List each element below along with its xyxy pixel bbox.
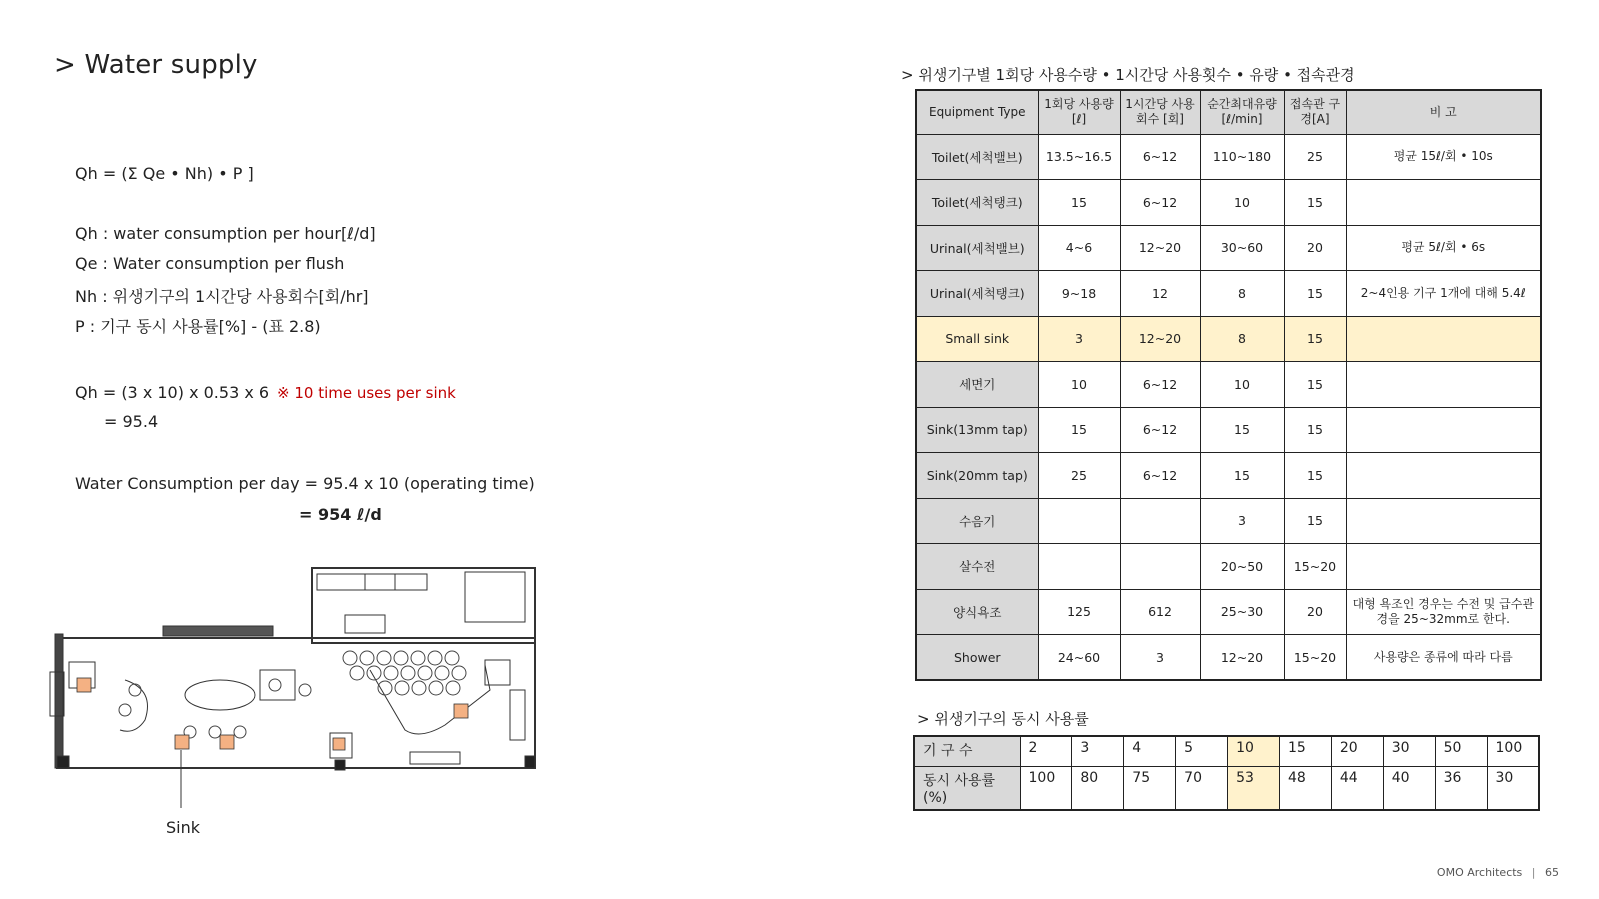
table-row <box>916 180 1541 226</box>
table-cell <box>1346 498 1541 544</box>
table-cell: 6~12 <box>1120 453 1200 499</box>
table-cell: Toilet(세척탱크) <box>916 180 1038 226</box>
table-cell: 20~50 <box>1200 544 1284 590</box>
table-cell: 8 <box>1200 316 1284 362</box>
table-cell: 15 <box>1284 180 1346 226</box>
table-cell: Shower <box>916 635 1038 681</box>
table-cell <box>1346 316 1541 362</box>
table-cell: 3 <box>1120 635 1200 681</box>
footer-divider: | <box>1531 866 1536 879</box>
rate-cell: 36 <box>1435 766 1487 810</box>
table-cell: 10 <box>1038 362 1120 408</box>
table-cell: Sink(13mm tap) <box>916 407 1038 453</box>
table-cell <box>1038 498 1120 544</box>
table-cell: 15 <box>1200 407 1284 453</box>
table-cell: 9~18 <box>1038 271 1120 317</box>
rate-cell: 70 <box>1176 766 1228 810</box>
table-row <box>916 589 1541 635</box>
table-cell: 10 <box>1200 180 1284 226</box>
count-cell: 15 <box>1279 736 1331 766</box>
rate-cell: 44 <box>1331 766 1383 810</box>
calc-note: ※ 10 time uses per sink <box>277 384 456 402</box>
table-header-row <box>916 90 1541 134</box>
table-cell: 세면기 <box>916 362 1038 408</box>
table-cell: 8 <box>1200 271 1284 317</box>
page-footer <box>1437 866 1559 879</box>
header-cell: 비 고 <box>1346 90 1541 134</box>
count-cell: 50 <box>1435 736 1487 766</box>
table-row <box>916 635 1541 681</box>
fixture-usage-table <box>915 89 1542 681</box>
table-cell: 12~20 <box>1120 225 1200 271</box>
table-cell: 25 <box>1038 453 1120 499</box>
daily-result: = 954 ℓ/d <box>299 505 382 524</box>
count-cell: 20 <box>1331 736 1383 766</box>
footer-brand: OMO Architects <box>1436 866 1523 879</box>
header-cell: Equipment Type <box>916 90 1038 134</box>
table-cell <box>1346 180 1541 226</box>
count-cell: 2 <box>1020 736 1072 766</box>
table-cell: 수음기 <box>916 498 1038 544</box>
table-cell: 2~4인용 기구 1개에 대해 5.4ℓ <box>1346 271 1541 317</box>
table-cell: Urinal(세척밸브) <box>916 225 1038 271</box>
table-cell: 20 <box>1284 225 1346 271</box>
header-cell: 순간최대유량 [ℓ/min] <box>1200 90 1284 134</box>
formula-def-qe: Qe : Water consumption per flush <box>75 254 345 273</box>
table-cell: 25~30 <box>1200 589 1284 635</box>
header-cell: 접속관 구경[A] <box>1284 90 1346 134</box>
table-cell: 15 <box>1038 180 1120 226</box>
calc-line-1: Qh = (3 x 10) x 0.53 x 6 <box>75 383 270 402</box>
table-cell: 12~20 <box>1120 316 1200 362</box>
table-cell: 24~60 <box>1038 635 1120 681</box>
table-cell: Sink(20mm tap) <box>916 453 1038 499</box>
header-cell: 1시간당 사용회수 [회] <box>1120 90 1200 134</box>
table-cell: 15 <box>1284 316 1346 362</box>
table-cell: 15 <box>1284 271 1346 317</box>
table-cell <box>1346 362 1541 408</box>
formula-def-nh: Nh : 위생기구의 1시간당 사용회수[회/hr] <box>75 287 369 306</box>
table-row <box>916 498 1541 544</box>
count-cell: 30 <box>1383 736 1435 766</box>
table-cell: 25 <box>1284 134 1346 180</box>
table-cell: 대형 욕조인 경우는 수전 및 급수관경을 25~32mm로 한다. <box>1346 589 1541 635</box>
table-row <box>914 736 1539 766</box>
rate-cell: 100 <box>1020 766 1072 810</box>
table-row <box>914 766 1539 810</box>
table-cell: 10 <box>1200 362 1284 408</box>
table-cell: 125 <box>1038 589 1120 635</box>
table-cell: 6~12 <box>1120 407 1200 453</box>
table-cell <box>1346 453 1541 499</box>
rate-cell: 80 <box>1072 766 1124 810</box>
table-cell: 15~20 <box>1284 635 1346 681</box>
daily-line-1: Water Consumption per day = 95.4 x 10 (operating time) <box>75 474 535 493</box>
formula-def-p: P : 기구 동시 사용률[%] - (표 2.8) <box>75 317 321 336</box>
table-cell: 612 <box>1120 589 1200 635</box>
table-row <box>916 407 1541 453</box>
table-row <box>916 225 1541 271</box>
table-cell: 양식욕조 <box>916 589 1038 635</box>
page-title: > Water supply <box>54 50 258 80</box>
floor-plan <box>45 560 545 845</box>
count-cell: 5 <box>1176 736 1228 766</box>
table-cell: 15 <box>1284 498 1346 544</box>
table-row <box>916 362 1541 408</box>
count-cell: 100 <box>1487 736 1539 766</box>
table-cell: 15~20 <box>1284 544 1346 590</box>
count-cell: 3 <box>1072 736 1124 766</box>
table-cell <box>1038 544 1120 590</box>
table-cell: 20 <box>1284 589 1346 635</box>
table-cell: 6~12 <box>1120 362 1200 408</box>
count-cell: 4 <box>1124 736 1176 766</box>
table-cell: 3 <box>1038 316 1120 362</box>
table-cell: 30~60 <box>1200 225 1284 271</box>
table-row-highlighted <box>916 316 1541 362</box>
formula-main: Qh = (Σ Qe • Nh) • P ] <box>75 164 254 183</box>
table-cell: 110~180 <box>1200 134 1284 180</box>
table-cell: 15 <box>1284 453 1346 499</box>
table-cell: 12 <box>1120 271 1200 317</box>
table-cell <box>1120 544 1200 590</box>
table-cell: 평균 5ℓ/회 • 6s <box>1346 225 1541 271</box>
table-row <box>916 544 1541 590</box>
header-cell: 1회당 사용량 [ℓ] <box>1038 90 1120 134</box>
table-cell: 6~12 <box>1120 134 1200 180</box>
table-cell: 12~20 <box>1200 635 1284 681</box>
table-row <box>916 271 1541 317</box>
rate-cell-highlighted: 53 <box>1228 766 1280 810</box>
table-cell: 15 <box>1038 407 1120 453</box>
row-label: 동시 사용률(%) <box>914 766 1020 810</box>
formula-def-qh: Qh : water consumption per hour[ℓ/d] <box>75 224 376 243</box>
table-cell: 15 <box>1284 407 1346 453</box>
table-cell: Urinal(세척탱크) <box>916 271 1038 317</box>
table-cell: Small sink <box>916 316 1038 362</box>
table-cell <box>1346 407 1541 453</box>
table-cell: 15 <box>1284 362 1346 408</box>
table-cell <box>1346 544 1541 590</box>
count-cell-highlighted: 10 <box>1228 736 1280 766</box>
table2-heading: > 위생기구의 동시 사용률 <box>917 710 1089 728</box>
table-cell: 3 <box>1200 498 1284 544</box>
table-cell: Toilet(세척밸브) <box>916 134 1038 180</box>
rate-cell: 48 <box>1279 766 1331 810</box>
simultaneous-use-table <box>913 735 1540 811</box>
table-cell: 15 <box>1200 453 1284 499</box>
page-number: 65 <box>1545 866 1559 879</box>
row-label: 기 구 수 <box>914 736 1020 766</box>
sink-callout-label: Sink <box>166 818 201 837</box>
table-cell: 13.5~16.5 <box>1038 134 1120 180</box>
table-row <box>916 453 1541 499</box>
table-cell: 살수전 <box>916 544 1038 590</box>
table-cell: 평균 15ℓ/회 • 10s <box>1346 134 1541 180</box>
rate-cell: 75 <box>1124 766 1176 810</box>
rate-cell: 30 <box>1487 766 1539 810</box>
rate-cell: 40 <box>1383 766 1435 810</box>
table-cell: 4~6 <box>1038 225 1120 271</box>
table-cell: 사용량은 종류에 따라 다름 <box>1346 635 1541 681</box>
table-cell: 6~12 <box>1120 180 1200 226</box>
table-row <box>916 134 1541 180</box>
table1-heading: > 위생기구별 1회당 사용수량 • 1시간당 사용횟수 • 유량 • 접속관경 <box>901 66 1355 84</box>
calc-line-2: = 95.4 <box>104 412 159 431</box>
table-cell <box>1120 498 1200 544</box>
